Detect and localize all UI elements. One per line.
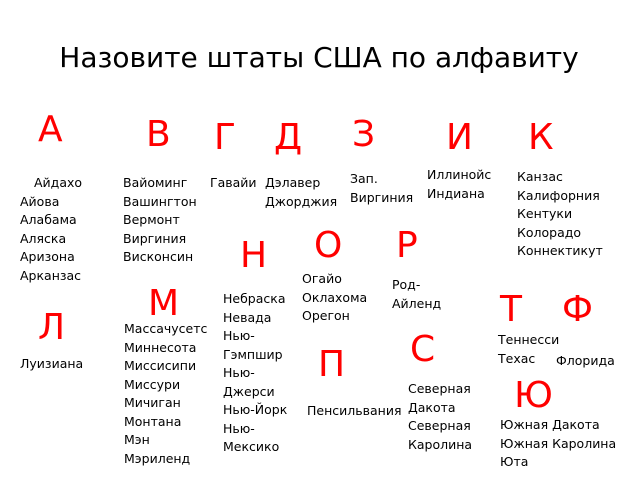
state-item: Нью- bbox=[223, 328, 255, 343]
letter-v: В bbox=[146, 114, 171, 155]
state-item: Гавайи bbox=[210, 175, 257, 190]
state-list-yu bbox=[500, 416, 616, 472]
state-item: Виргиния bbox=[350, 189, 414, 205]
state-list-p bbox=[307, 402, 401, 421]
state-list-r bbox=[392, 276, 441, 313]
letter-p: П bbox=[318, 344, 346, 385]
state-item: Висконсин bbox=[123, 249, 194, 264]
state-item: Невада bbox=[223, 309, 272, 325]
state-list-k bbox=[517, 168, 603, 261]
state-item: Арканзас bbox=[20, 267, 82, 283]
letter-t: Т bbox=[500, 289, 522, 330]
state-item: Мэриленд bbox=[124, 450, 191, 466]
state-list-l bbox=[20, 355, 83, 374]
state-item: Индиана bbox=[427, 185, 485, 201]
state-list-f bbox=[556, 352, 615, 371]
letter-o: О bbox=[314, 225, 343, 266]
state-item: Каролина bbox=[408, 436, 473, 452]
state-item: Мэн bbox=[124, 432, 150, 447]
state-list-z bbox=[350, 170, 413, 207]
state-item: Калифорния bbox=[517, 187, 600, 203]
state-list-a bbox=[20, 174, 82, 285]
letter-n: Н bbox=[240, 235, 268, 276]
state-item: Орегон bbox=[302, 308, 350, 323]
state-item: Вашингтон bbox=[123, 193, 197, 209]
page-title: Назовите штаты США по алфавиту bbox=[59, 41, 579, 74]
state-item: Массачусетс bbox=[124, 321, 208, 336]
letter-s: С bbox=[410, 329, 436, 370]
state-item: Нью-Йорк bbox=[223, 402, 288, 417]
state-item: Северная bbox=[408, 418, 471, 433]
state-list-g bbox=[210, 174, 257, 193]
state-item: Техас bbox=[498, 350, 536, 366]
letter-yu: Ю bbox=[514, 375, 553, 416]
state-item: Нью- bbox=[223, 420, 255, 436]
state-item: Гэмпшир bbox=[223, 346, 283, 362]
state-item: Род- bbox=[392, 277, 421, 292]
state-item: Флорида bbox=[556, 353, 615, 368]
state-item: Айдахо bbox=[34, 175, 83, 190]
state-item: Луизиана bbox=[20, 356, 84, 371]
state-item: Мичиган bbox=[124, 395, 181, 410]
state-item: Джорджия bbox=[265, 193, 338, 209]
state-item: Небраска bbox=[223, 291, 286, 306]
state-item: Вермонт bbox=[123, 212, 180, 227]
letter-d: Д bbox=[274, 117, 303, 158]
letter-g: Г bbox=[214, 117, 236, 158]
state-item: Кентуки bbox=[517, 206, 573, 221]
state-item: Юта bbox=[500, 454, 529, 469]
state-item: Алабама bbox=[20, 212, 77, 227]
state-item: Теннесси bbox=[498, 332, 560, 347]
state-item: Айова bbox=[20, 193, 60, 209]
state-item: Аляска bbox=[20, 230, 67, 246]
state-item: Миссури bbox=[124, 376, 181, 392]
state-item: Южная Дакота bbox=[500, 417, 600, 432]
state-item: Вайоминг bbox=[123, 175, 188, 190]
state-list-i bbox=[427, 166, 491, 203]
letter-a: А bbox=[38, 109, 63, 150]
state-list-o bbox=[302, 270, 367, 326]
state-item: Оклахома bbox=[302, 289, 368, 305]
state-item: Миссисипи bbox=[124, 358, 197, 373]
state-list-d bbox=[265, 174, 337, 211]
letter-m: М bbox=[148, 283, 180, 324]
letter-i: И bbox=[446, 117, 473, 158]
state-item: Пенсильвания bbox=[307, 403, 402, 418]
state-list-m bbox=[124, 320, 207, 468]
state-item: Виргиния bbox=[123, 230, 187, 246]
letter-r: Р bbox=[396, 225, 418, 266]
state-item: Дэлавер bbox=[265, 175, 321, 190]
state-item: Мексико bbox=[223, 439, 280, 454]
state-item: Дакота bbox=[408, 399, 456, 415]
state-item: Огайо bbox=[302, 271, 342, 286]
letter-l: Л bbox=[38, 307, 66, 348]
letter-k: К bbox=[528, 117, 554, 158]
state-item: Канзас bbox=[517, 169, 563, 184]
state-item: Джерси bbox=[223, 383, 275, 399]
state-list-t bbox=[498, 331, 559, 368]
state-list-n bbox=[223, 290, 287, 457]
state-list-s bbox=[408, 380, 472, 454]
state-item: Коннектикут bbox=[517, 243, 603, 258]
state-item: Миннесота bbox=[124, 339, 197, 355]
state-item: Южная Каролина bbox=[500, 435, 617, 451]
letter-f: Ф bbox=[562, 289, 593, 330]
letter-z: З bbox=[352, 114, 376, 155]
state-item: Северная bbox=[408, 381, 471, 396]
state-item: Колорадо bbox=[517, 224, 582, 240]
state-item: Нью- bbox=[223, 365, 255, 380]
state-item: Аризона bbox=[20, 249, 75, 264]
state-item: Зап. bbox=[350, 171, 378, 186]
state-item: Айленд bbox=[392, 295, 442, 311]
state-item: Иллинойс bbox=[427, 167, 492, 182]
state-item: Монтана bbox=[124, 413, 182, 429]
state-list-v bbox=[123, 174, 197, 267]
